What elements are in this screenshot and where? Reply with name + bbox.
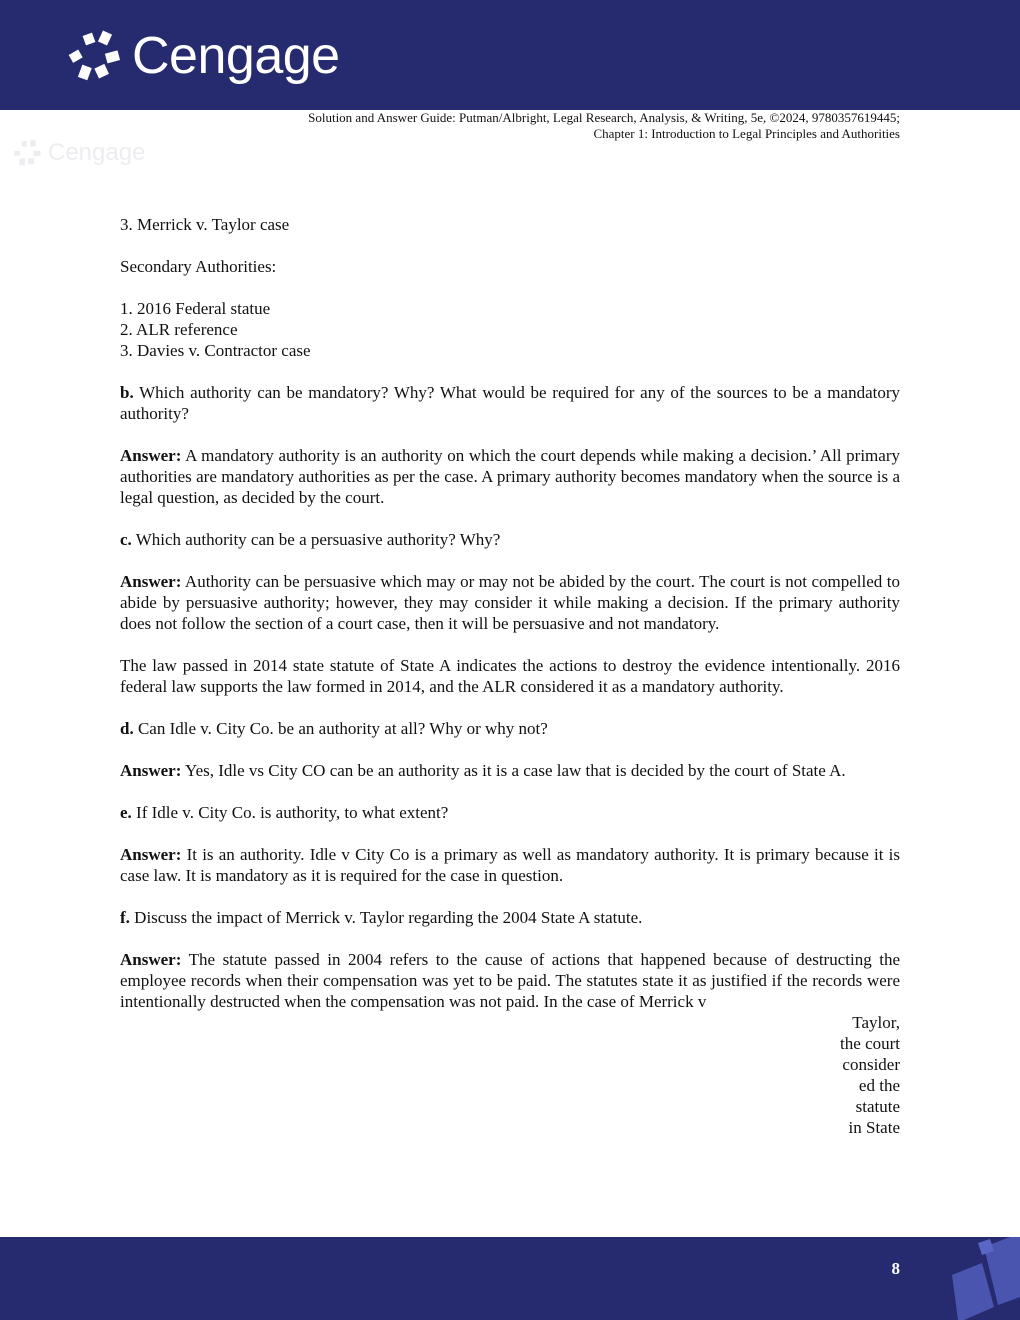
running-header <box>308 110 900 142</box>
header-line-1: Solution and Answer Guide: Putman/Albright, Legal Research, Analysis, & Writing, 5e, ©2024, 9780357619445; <box>308 110 900 125</box>
document-body <box>120 214 900 1138</box>
secondary-heading: Secondary Authorities: <box>120 257 277 276</box>
header-banner <box>0 0 1020 110</box>
list-item: 3. Davies v. Contractor case <box>120 341 311 360</box>
list-item: 1. 2016 Federal statue <box>120 299 271 318</box>
question-e: e. If Idle v. City Co. is authority, to what extent? <box>120 803 449 822</box>
question-c: c. Which authority can be a persuasive authority? Why? <box>120 530 501 549</box>
answer-c: Answer: Authority can be persuasive which may or may not be abided by the court. The court is not compelled to abide by persuasive authority; however, they may consider it while making a decision. If the primary authority does not follow the section of a court case, then it will be persuasive and not mandatory. <box>120 572 900 633</box>
list-item: 2. ALR reference <box>120 320 238 339</box>
answer-e: Answer: It is an authority. Idle v City Co is a primary as well as mandatory authority. It is primary because it is case law. It is mandatory as it is required for the case in question. <box>120 845 900 885</box>
question-d: d. Can Idle v. City Co. be an authority at all? Why or why not? <box>120 719 548 738</box>
secondary-list <box>120 298 900 361</box>
footer-banner <box>0 1237 1020 1320</box>
answer-d: Answer: Yes, Idle vs City CO can be an authority as it is a case law that is decided by the court of State A. <box>120 761 846 780</box>
page-number: 8 <box>891 1259 900 1278</box>
question-f: f. Discuss the impact of Merrick v. Taylor regarding the 2004 State A statute. <box>120 908 643 927</box>
brand-name: Cengage <box>132 27 340 85</box>
cengage-logo <box>66 28 340 84</box>
watermark-text: Cengage <box>48 139 146 166</box>
header-line-2: Chapter 1: Introduction to Legal Principles and Authorities <box>593 126 900 141</box>
watermark-logo <box>12 138 145 168</box>
footer-decoration-icon <box>950 1237 1020 1320</box>
answer-f: Answer: The statute passed in 2004 refers to the cause of actions that happened because of destructing the employee records when their compensation was yet to be paid. The statutes state it as justified if the records were intentionally destructed when the compensation was not paid. In the case of Merrick v <box>120 950 900 1011</box>
watermark-mark-icon <box>12 138 42 168</box>
question-b: b. Which authority can be mandatory? Why? What would be required for any of the sources to be a mandatory authority? <box>120 383 900 423</box>
cengage-mark-icon <box>66 30 122 82</box>
answer-f-tail: Taylor, the court consider ed the statute in State <box>840 1013 900 1137</box>
primary-item-3: 3. Merrick v. Taylor case <box>120 215 290 234</box>
answer-c-extra: The law passed in 2014 state statute of State A indicates the actions to destroy the evidence intentionally. 2016 federal law supports the law formed in 2014, and the ALR considered it as a mandatory authority. <box>120 656 900 696</box>
answer-b: Answer: A mandatory authority is an authority on which the court depends while making a decision.’ All primary authorities are mandatory authorities as per the case. A primary authority becomes mandatory when the source is a legal question, as decided by the court. <box>120 446 900 507</box>
